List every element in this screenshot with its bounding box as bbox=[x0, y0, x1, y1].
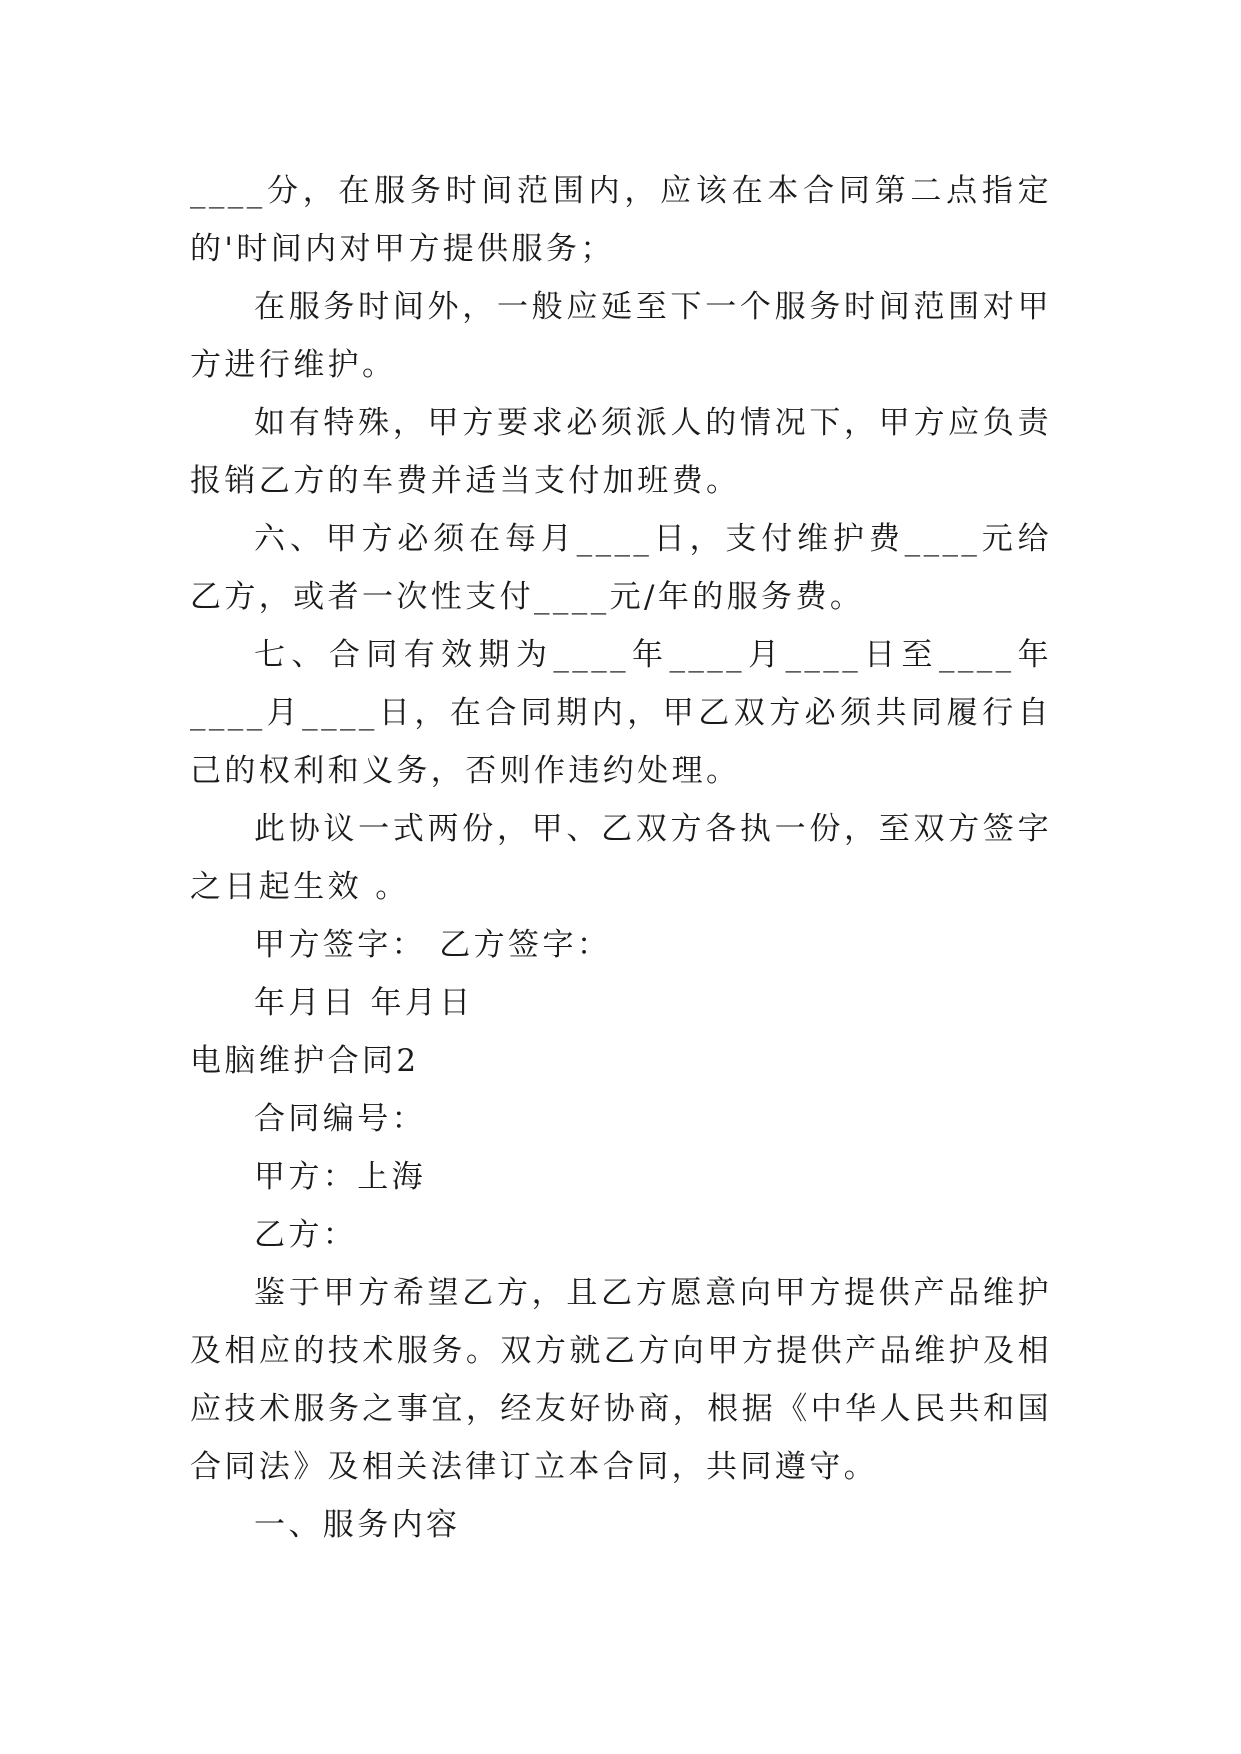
signature-line: 甲方签字： 乙方签字： bbox=[254, 927, 612, 963]
document-body bbox=[190, 162, 1052, 1554]
paragraph-preamble: 鉴于甲方希望乙方，且乙方愿意向甲方提供产品维护及相应的技术服务。双方就乙方向甲方提供产品维护及相应技术服务之事宜，经友好协商，根据《中华人民共和国合同法》及相关法律订立本合同，共同遵守。 bbox=[190, 1275, 1052, 1485]
date-line: 年月日 年月日 bbox=[254, 985, 474, 1021]
paragraph-outside-hours: 在服务时间外，一般应延至下一个服务时间范围对甲方进行维护。 bbox=[190, 289, 1052, 383]
section-heading-service-content: 一、服务内容 bbox=[254, 1507, 461, 1543]
contract-2-title: 电脑维护合同2 bbox=[190, 1043, 420, 1079]
party-a-line: 甲方：上海 bbox=[254, 1159, 426, 1195]
paragraph-copies-clause: 此协议一式两份，甲、乙双方各执一份，至双方签字之日起生效 。 bbox=[190, 811, 1052, 905]
paragraph-payment-clause: 六、甲方必须在每月____日，支付维护费____元给乙方，或者一次性支付____元/年的服务费。 bbox=[190, 521, 1052, 615]
paragraph-service-time: ____分，在服务时间范围内，应该在本合同第二点指定的'时间内对甲方提供服务； bbox=[190, 173, 1052, 267]
paragraph-validity-clause: 七、合同有效期为____年____月____日至____年____月____日，在合同期内，甲乙双方必须共同履行自己的权利和义务，否则作违约处理。 bbox=[190, 637, 1052, 789]
party-b-line: 乙方： bbox=[254, 1217, 358, 1253]
contract-number-line: 合同编号： bbox=[254, 1101, 426, 1137]
paragraph-special-case: 如有特殊，甲方要求必须派人的情况下，甲方应负责报销乙方的车费并适当支付加班费。 bbox=[190, 405, 1052, 499]
